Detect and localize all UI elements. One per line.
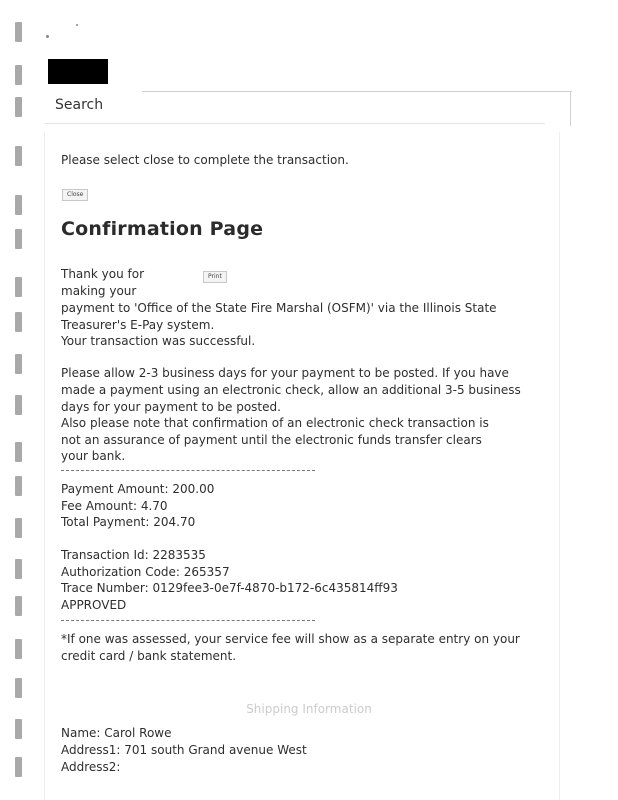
binder-hole	[15, 678, 22, 698]
thanks-line: Your transaction was successful.	[61, 334, 256, 348]
fee-note-line: *If one was assessed, your service fee will show as a separate entry on your	[61, 632, 520, 646]
shipping-name: Name: Carol Rowe	[61, 726, 172, 740]
print-button[interactable]: Print	[203, 271, 227, 283]
close-button[interactable]: Close	[62, 189, 88, 201]
notice-line: not an assurance of payment until the electronic funds transfer clears	[61, 433, 482, 447]
binder-hole	[15, 22, 22, 42]
notice-line: made a payment using an electronic check, allow an additional 3-5 business	[61, 383, 521, 397]
binder-hole	[15, 559, 22, 579]
fee-note-line: credit card / bank statement.	[61, 649, 237, 663]
page-title: Confirmation Page	[61, 218, 264, 240]
notice-line: Also please note that confirmation of an electronic check transaction is	[61, 416, 489, 430]
binder-hole	[15, 65, 22, 85]
header-right-border	[570, 92, 571, 126]
dashed-divider	[61, 620, 315, 621]
binder-hole	[15, 146, 22, 166]
thanks-line: payment to 'Office of the State Fire Marshal (OSFM)' via the Illinois State	[61, 301, 497, 315]
thanks-line: Treasurer's E-Pay system.	[61, 318, 215, 332]
dashed-divider	[61, 470, 315, 471]
binder-hole	[15, 596, 22, 616]
binder-hole	[15, 229, 22, 249]
instruction-text: Please select close to complete the transaction.	[61, 153, 349, 167]
search-divider	[45, 123, 545, 124]
search-link[interactable]: Search	[55, 97, 104, 113]
total-payment: Total Payment: 204.70	[61, 515, 196, 529]
notice-line: your bank.	[61, 449, 126, 463]
binder-hole	[15, 277, 22, 297]
binder-hole	[15, 195, 22, 215]
thanks-line: making your	[61, 284, 137, 298]
binder-hole	[15, 719, 22, 739]
thanks-line: Thank you for	[61, 267, 145, 281]
binder-hole	[15, 757, 22, 777]
notice-line: Please allow 2-3 business days for your payment to be posted. If you have	[61, 366, 509, 380]
shipping-address1: Address1: 701 south Grand avenue West	[61, 743, 307, 757]
notice-line: days for your payment to be posted.	[61, 400, 281, 414]
binder-hole	[15, 518, 22, 538]
header-divider	[142, 91, 572, 92]
transaction-id: Transaction Id: 2283535	[61, 548, 206, 562]
binder-hole	[15, 354, 22, 374]
redacted-logo	[48, 59, 108, 84]
binder-hole	[15, 395, 22, 415]
trace-number: Trace Number: 0129fee3-0e7f-4870-b172-6c435814ff93	[61, 581, 398, 595]
shipping-address2: Address2:	[61, 760, 121, 774]
binder-hole	[15, 639, 22, 659]
binder-hole	[15, 97, 22, 117]
binder-hole	[15, 312, 22, 332]
scan-speck	[76, 24, 78, 26]
authorization-code: Authorization Code: 265357	[61, 565, 230, 579]
approval-status: APPROVED	[61, 598, 127, 612]
binder-hole	[15, 476, 22, 496]
fee-amount: Fee Amount: 4.70	[61, 499, 168, 513]
payment-amount: Payment Amount: 200.00	[61, 482, 215, 496]
scan-speck	[46, 35, 49, 38]
binder-hole	[15, 442, 22, 462]
shipping-section-title: Shipping Information	[246, 702, 372, 716]
